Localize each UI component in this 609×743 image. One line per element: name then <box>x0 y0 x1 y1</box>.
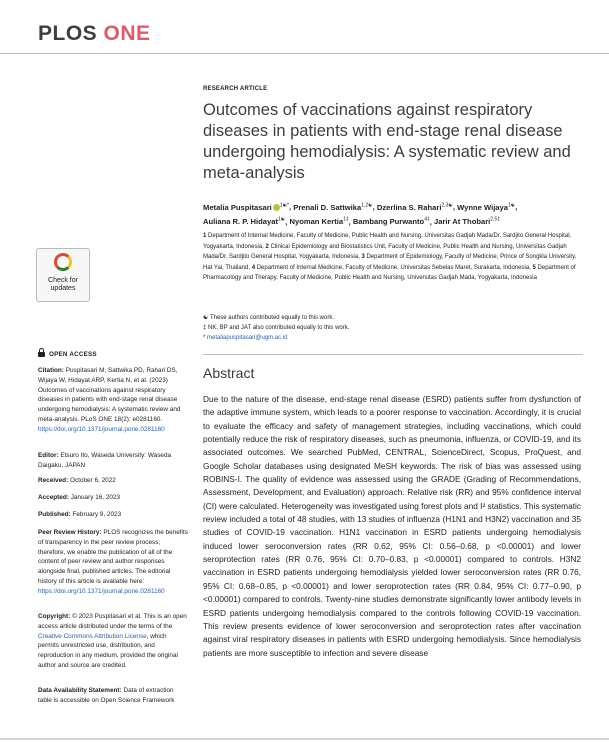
peer-review-doi-link[interactable]: https://doi.org/10.1371/journal.pone.0281160 <box>38 587 165 595</box>
equal-contribution-note-2: ‡ NK, BP and JAT also contributed equally to this work. <box>203 325 350 331</box>
peer-review-history: Peer Review History: PLOS recognizes the benefits of transparency in the peer review process; therefore, we enable the publication of all of the content of peer review and author responses alongside final, published articles. The editorial history of this article is available here: https://doi.org/10.1371/journal.pone.0281160 <box>38 529 188 595</box>
author[interactable]: Dzerlina S. Rahari$^{2,3☯}$ <box>376 202 453 212</box>
article-title: Outcomes of vaccinations against respiratory diseases in patients with end-stage renal disease undergoing hemodialysis: A systematic review and meta-analysis <box>203 101 571 182</box>
published-date: Published: February 9, 2023 <box>38 511 122 518</box>
author[interactable]: Auliana R. P. Hidayat$^{1☯}$ <box>203 216 286 227</box>
citation: Citation: Puspitasari M, Sattwika PD, Rahari DS, Wijaya W, Hidayat ARP, Kertia N, et al. (2023) Outcomes of vaccinations against respiratory diseases in patients with end-stage renal disease undergoing hemodialysis: A systematic review and meta-analysis. PLoS ONE 18(2): e0281160. https://doi.org/10.1371/journal.pone.0281160 <box>38 367 181 433</box>
received-date: Received: October 6, 2022 <box>38 477 116 484</box>
abstract-divider <box>203 354 583 355</box>
footer-divider <box>0 738 609 740</box>
journal-logo: PLOS ONE <box>38 22 151 45</box>
author[interactable]: Bambang Purwanto$^{4\ddagger}$ <box>352 216 430 227</box>
check-for-updates-badge[interactable]: Check for updates <box>36 248 90 302</box>
equal-contribution-note: ☯ These authors contributed equally to this work. <box>203 315 335 321</box>
accepted-date: Accepted: January 16, 2023 <box>38 494 121 501</box>
open-access-label: OPEN ACCESS <box>38 350 188 360</box>
abstract-heading: Abstract <box>203 365 255 381</box>
copyright: Copyright: © 2023 Puspitasari et al. This is an open access article distributed under the terms of the Creative Commons Attribution License, which permits unrestricted use, distribution, and reproduction in any medium, provided the original author and source are credited. <box>38 613 187 669</box>
citation-doi-link[interactable]: https://doi.org/10.1371/journal.pone.0281160 <box>38 425 165 433</box>
author-list: Metalia Puspitasari $^{1☯*}$, Prenali D. Sattwika$^{1,2☯}$, Dzerlina S. Rahari$^{2,3☯}$, Wynne Wijaya$^{1☯}$, Auliana R. P. Hidayat$^{1☯}$, Nyoman Kertia$^{1\ddagger}$, Bambang Purwanto$^{4\ddagger}$, Jarir At Thobari$^{2,5\ddagger}$ <box>203 202 518 227</box>
author[interactable]: Nyoman Kertia$^{1\ddagger}$ <box>289 216 349 227</box>
abstract-text: Due to the nature of the disease, end-stage renal disease (ESRD) patients suffer from dysfunction of the adaptive immune system, which leads to a poorer response to vaccination. Accordingly, it is crucial to evaluate the efficacy and safety of management strategies, including vaccinations, which could potentially reduce the risk of respiratory diseases, such as pneumonia, influenza, or COVID-19, and its associated outcomes. We searched PubMed, CENTRAL, ScienceDirect, Scopus, ProQuest, and Google Scholar databases using designated MeSH keywords. The risk of bias was assessed using ROBINS-I. The quality of evidence was assessed using the GRADE (Grading of Recommendations, Assessment, Development, and Evaluation) approach. Relative risk (RR) and 95% confidence interval (CI) were calculated. Heterogeneity was investigated using forest plots and I² statistics. This systematic review included a total of 48 studies, with 13 studies of influenza (H1N1 and H3N2) vaccination and 35 studies of COVID-19 vaccination. H1N1 vaccination in ESRD patients undergoing hemodialysis induced lower seroconversion rates (RR 0.62, 95% CI: 0.56–0.68, p <0.00001) and lower seroprotection rates (RR 0.76, 95% CI: 0.70–0.83, p <0.00001) compared to controls. H3N2 vaccination in ESRD patients undergoing hemodialysis yielded lower seroconversion rates (RR 0.76, 95% CI: 0.68–0.85, p <0.00001) and lower seroprotection rates (RR 0.84, 95% CI: 0.77–0.90, p <0.00001) compared to controls. Twenty-nine studies demonstrate significantly lower antibody levels in ESRD patients undergoing hemodialysis compared to the controls following COVID-19 vaccination. This review presents evidence of lower seroconversion and seroprotection rates after vaccination against viral respiratory diseases in patients with ESRD undergoing hemodialysis. Since hemodialysis patients are more susceptible to infection and severe disease <box>203 394 581 658</box>
data-availability: Data Availability Statement: Data of extraction table is accessible on Open Science Framework <box>38 687 175 704</box>
author-notes <box>203 313 585 343</box>
author[interactable]: Jarir At Thobari$^{2,5\ddagger}$ <box>434 216 500 227</box>
orcid-icon[interactable] <box>273 204 280 211</box>
open-lock-icon <box>38 352 45 357</box>
updates-icon <box>54 253 72 271</box>
author[interactable]: Metalia Puspitasari $^{1☯*}$ <box>203 202 290 212</box>
author[interactable]: Wynne Wijaya$^{1☯}$ <box>457 202 516 212</box>
email-link[interactable]: metaliapuspitasari@ugm.ac.id <box>207 335 288 341</box>
author[interactable]: Prenali D. Sattwika$^{1,2☯}$ <box>293 202 373 212</box>
header-divider <box>0 53 609 54</box>
corresponding-email: * metaliapuspitasari@ugm.ac.id <box>203 335 288 341</box>
affiliations: 1 Department of Internal Medicine, Faculty of Medicine, Public Health and Nursing, Universitas Gadjah Mada/Dr. Sardjito General Hospital, Yogyakarta, Indonesia, 2 Clinical Epidemiology and Biostatistics Unit, Faculty of Medicine, Public Health and Nursing, Universitas Gadjah Mada/Dr. Sardjito General Hospital, Yogyakarta, Indonesia, 3 Department of Epidemiology, Faculty of Medicine, Prince of Songkla University, Hat Yai, Thailand, 4 Department of Internal Medicine, Faculty of Medicine, Universitas Sebelas Maret, Surakarta, Indonesia, 5 Department of Pharmacology and Therapy, Faculty of Medicine, Public Health and Nursing, Universitas Gadjah Mada, Yogyakarta, Indonesia <box>203 233 577 281</box>
article-type: RESEARCH ARTICLE <box>203 86 268 92</box>
editor: Editor: Etsuro Ito, Waseda University: Waseda Daigaku, JAPAN <box>38 452 172 469</box>
license-link[interactable]: Creative Commons Attribution License <box>38 632 147 640</box>
